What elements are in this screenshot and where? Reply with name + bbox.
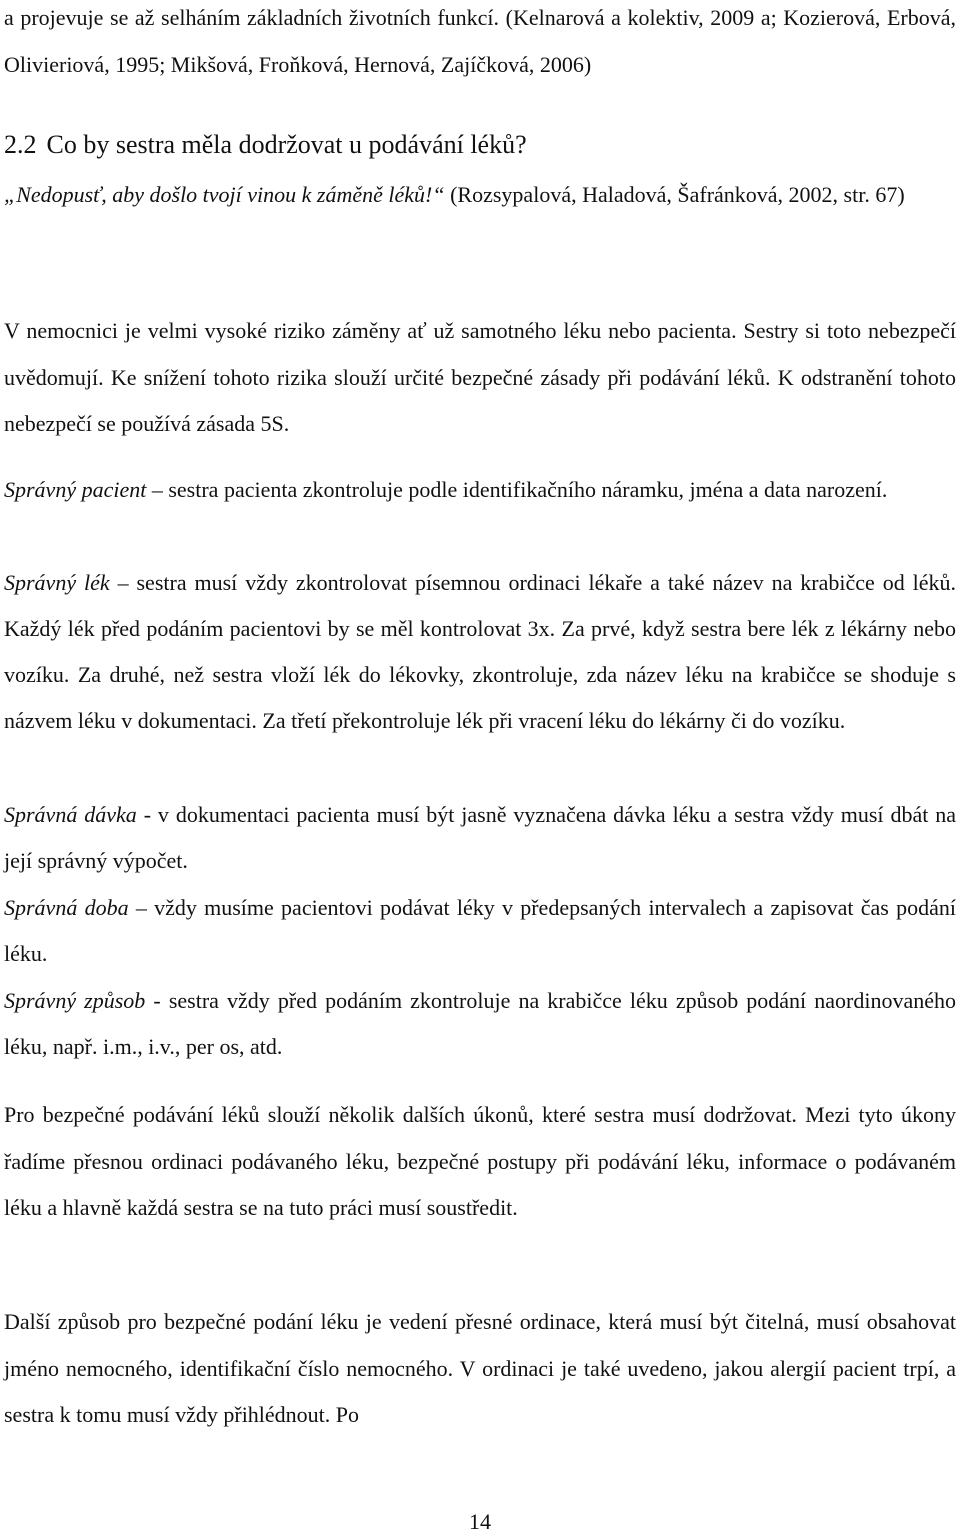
rule-term: Správný lék (4, 570, 110, 595)
section-title: Co by sestra měla dodržovat u podávání léků? (46, 130, 527, 159)
rule-correct-patient (4, 467, 956, 513)
rule-text: – vždy musíme pacientovi podávat léky v předepsaných intervalech a zapisovat čas podání léku. (4, 895, 957, 966)
rule-text: – sestra musí vždy zkontrolovat písemnou ordinaci lékaře a také název na krabičce od léků. Každý lék před podáním pacientovi by se měl kontrolovat 3x. Za prvé, když sestra bere lék z lékárny nebo vozíku. Za druhé, než sestra vloží lék do lékovky, zkontroluje, zda název léku na krabičce se shoduje s názvem léku v dokumentaci. Za třetí překontroluje lék při vracení léku do lékárny či do vozíku. (4, 570, 956, 733)
rule-text: - sestra vždy před podáním zkontroluje na krabičce léku způsob podání naordinovaného léku, např. i.m., i.v., per os, atd. (4, 988, 956, 1059)
intro-continuation-paragraph: a projevuje se až selháním základních životních funkcí. (Kelnarová a kolektiv, 2009 a; Kozierová, Erbová, Olivieriová, 1995; Mikšová, Froňková, Hernová, Zajíčková, 2006) (4, 5, 956, 77)
ordinance-paragraph: Další způsob pro bezpečné podání léku je vedení přesné ordinace, která musí být čitelná, musí obsahovat jméno nemocného, identifikační číslo nemocného. V ordinaci je také uvedeno, jakou alergií pacient trpí, a sestra k tomu musí vždy přihlédnout. Po (4, 1309, 956, 1427)
quote-citation: (Rozsypalová, Haladová, Šafránková, 2002, str. 67) (444, 182, 905, 207)
safety-paragraph: Pro bezpečné podávání léků slouží několik dalších úkonů, které sestra musí dodržovat. Mezi tyto úkony řadíme přesnou ordinaci podávaného léku, bezpečné postupy při podávání léku, informace o podávaném léku a hlavně každá sestra se na tuto práci musí soustředit. (4, 1102, 956, 1220)
rule-correct-time (4, 885, 956, 977)
rule-correct-dose (4, 792, 956, 884)
section-number: 2.2 (4, 130, 37, 159)
rule-term: Správná doba (4, 895, 129, 920)
rule-correct-route (4, 978, 956, 1070)
rule-text: – sestra pacienta zkontroluje podle identifikačního náramku, jména a data narození. (146, 477, 888, 502)
rule-term: Správná dávka (4, 802, 137, 827)
quote-text: „Nedopusť, aby došlo tvojí vinou k záměně léků!“ (4, 182, 445, 207)
risk-paragraph: V nemocnici je velmi vysoké riziko záměny ať už samotného léku nebo pacienta. Sestry si toto nebezpečí uvědomují. Ke snížení tohoto rizika slouží určité bezpečné zásady při podávání léků. K odstranění tohoto nebezpečí se používá zásada 5S. (4, 318, 956, 436)
rule-correct-drug (4, 560, 956, 744)
rule-term: Správný způsob (4, 988, 146, 1013)
quote-paragraph (4, 172, 956, 219)
section-heading (4, 122, 956, 168)
rule-text: - v dokumentaci pacienta musí být jasně vyznačena dávka léku a sestra vždy musí dbát na její správný výpočet. (4, 802, 957, 873)
page-number: 14 (469, 1509, 491, 1534)
rule-term: Správný pacient (4, 477, 147, 502)
